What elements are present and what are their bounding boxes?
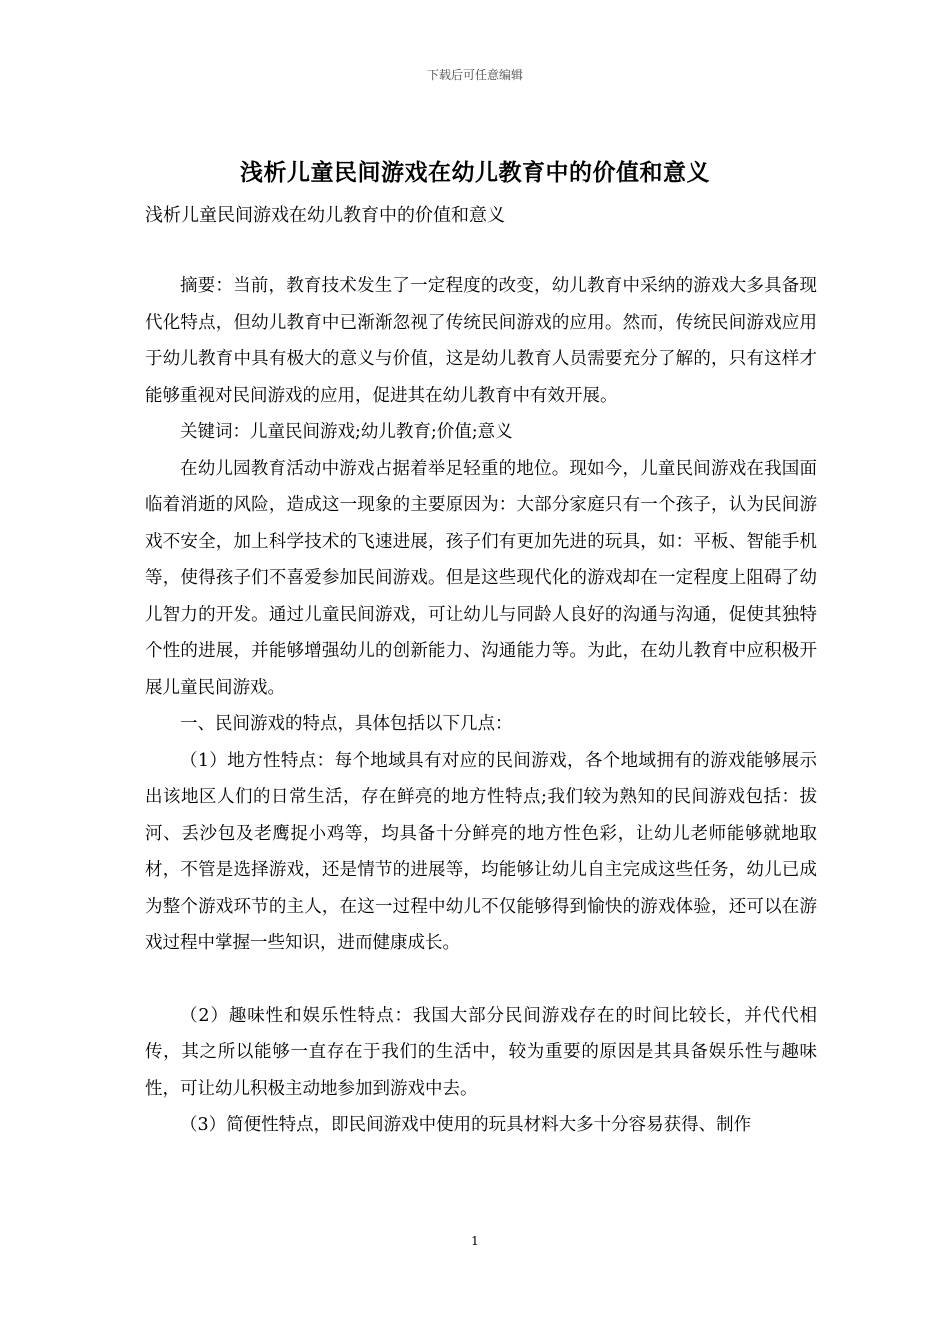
point-1-paragraph: （1）地方性特点：每个地域具有对应的民间游戏，各个地域拥有的游戏能够展示出该地区人们的日常生活，存在鲜亮的地方性特点;我们较为熟知的民间游戏包括：拔河、丢沙包及老鹰捉小鸡等，均具备十分鲜亮的地方性色彩，让幼儿老师能够就地取材，不管是选择游戏，还是情节的进展等，均能够让幼儿自主完成这些任务，幼儿已成为整个游戏环节的主人，在这一过程中幼儿不仅能够得到愉快的游戏体验，还可以在游戏过程中掌握一些知识，进而健康成长。 bbox=[145, 750, 817, 953]
intro-paragraph: 在幼儿园教育活动中游戏占据着举足轻重的地位。现如今，儿童民间游戏在我国面临着消逝的风险，造成这一现象的主要原因为：大部分家庭只有一个孩子，认为民间游戏不安全，加上科学技术的飞速进展，孩子们有更加先进的玩具，如：平板、智能手机等，使得孩子们不喜爱参加民间游戏。但是这些现代化的游戏却在一定程度上阻碍了幼儿智力的开发。通过儿童民间游戏，可让幼儿与同龄人良好的沟通与沟通，促使其独特个性的进展，并能够增强幼儿的创新能力、沟通能力等。为此，在幼儿教育中应积极开展儿童民间游戏。 bbox=[145, 458, 817, 698]
document-title: 浅析儿童民间游戏在幼儿教育中的价值和意义 bbox=[240, 159, 710, 186]
document-subtitle: 浅析儿童民间游戏在幼儿教育中的价值和意义 bbox=[145, 205, 505, 226]
page-header: 下载后可任意编辑 bbox=[426, 68, 523, 82]
abstract-paragraph: 摘要：当前，教育技术发生了一定程度的改变，幼儿教育中采纳的游戏大多具备现代化特点，但幼儿教育中已渐渐忽视了传统民间游戏的应用。然而，传统民间游戏应用于幼儿教育中具有极大的意义与价值，这是幼儿教育人员需要充分了解的，只有这样才能够重视对民间游戏的应用，促进其在幼儿教育中有效开展。 bbox=[145, 276, 817, 406]
page-number: 1 bbox=[471, 1234, 479, 1248]
section-heading: 一、民间游戏的特点，具体包括以下几点： bbox=[180, 714, 513, 734]
point-3-paragraph: （3）简便性特点，即民间游戏中使用的玩具材料大多十分容易获得、制作 bbox=[180, 1115, 752, 1135]
keywords-paragraph: 关键词：儿童民间游戏;幼儿教育;价值;意义 bbox=[180, 422, 513, 442]
point-2-paragraph: （2）趣味性和娱乐性特点：我国大部分民间游戏存在的时间比较长，并代代相传，其之所以能够一直存在于我们的生活中，较为重要的原因是其具备娱乐性与趣味性，可让幼儿积极主动地参加到游戏中去。 bbox=[145, 1005, 817, 1099]
document-body bbox=[145, 268, 817, 1144]
